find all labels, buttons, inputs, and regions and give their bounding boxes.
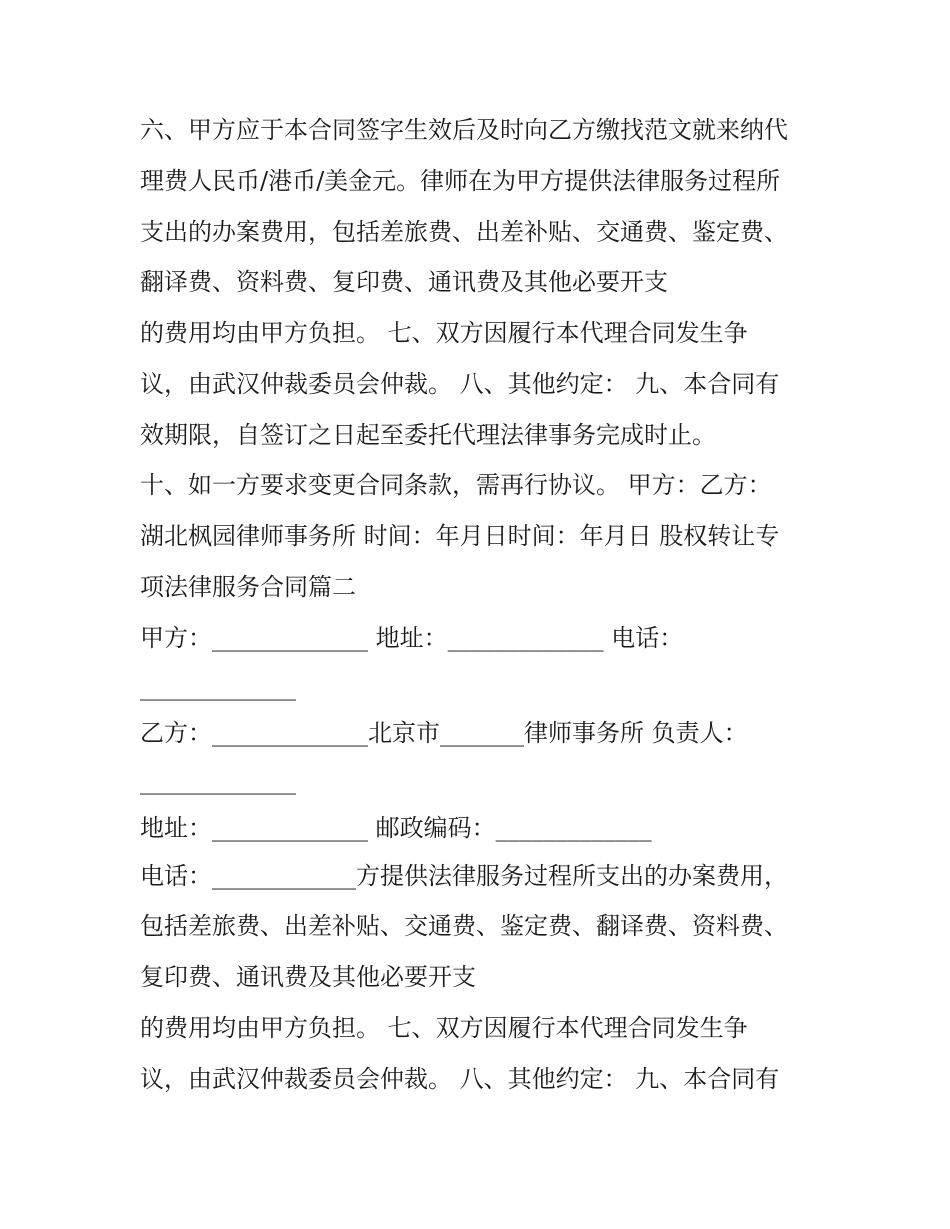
- text-line: 湖北枫园律师事务所 时间：年月日时间：年月日 股权转让专: [140, 522, 780, 550]
- text-line: _____________: [140, 767, 296, 795]
- text-line: 议，由武汉仲裁委员会仲裁。 八、其他约定： 九、本合同有: [140, 1065, 780, 1093]
- text-line: 地址：_____________ 邮政编码：_____________: [140, 814, 652, 842]
- text-line: 项法律服务合同篇二: [140, 573, 356, 601]
- text-line: 电话：____________方提供法律服务过程所支出的办案费用，: [140, 862, 788, 890]
- text-line: 六、甲方应于本合同签字生效后及时向乙方缴找范文就来纳代: [140, 116, 788, 144]
- text-line: 包括差旅费、出差补贴、交通费、鉴定费、翻译费、资料费、: [140, 912, 788, 940]
- text-line: 复印费、通讯费及其他必要开支: [140, 963, 476, 991]
- text-line: 的费用均由甲方负担。 七、双方因履行本代理合同发生争: [140, 319, 748, 347]
- text-line: _____________: [140, 673, 296, 701]
- text-line: 议，由武汉仲裁委员会仲裁。 八、其他约定： 九、本合同有: [140, 370, 780, 398]
- text-line: 支出的办案费用，包括差旅费、出差补贴、交通费、鉴定费、: [140, 218, 788, 246]
- text-line: 效期限，自签订之日起至委托代理法律事务完成时止。: [140, 421, 716, 449]
- text-line: 甲方：_____________ 地址：_____________ 电话：: [140, 624, 684, 652]
- text-line: 十、如一方要求变更合同条款，需再行协议。 甲方：乙方：: [140, 471, 772, 499]
- text-line: 理费人民币/港币/美金元。律师在为甲方提供法律服务过程所: [140, 167, 781, 195]
- text-line: 的费用均由甲方负担。 七、双方因履行本代理合同发生争: [140, 1014, 748, 1042]
- text-line: 乙方：_____________北京市_______律师事务所 负责人：: [140, 719, 748, 747]
- text-line: 翻译费、资料费、复印费、通讯费及其他必要开支: [140, 268, 668, 296]
